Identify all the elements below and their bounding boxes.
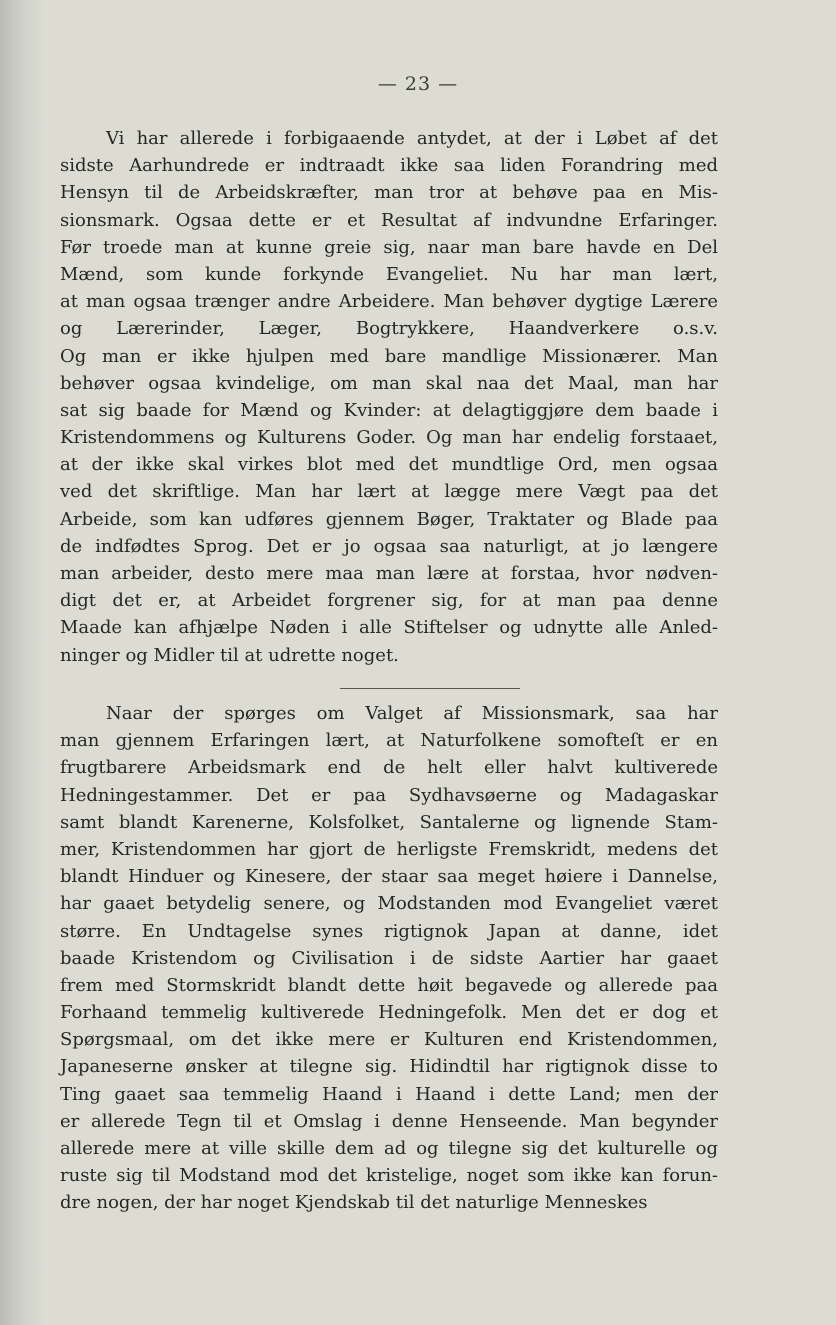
- text-line: har gaaet betydelig senere, og Modstanden mod Evangeliet været: [60, 893, 718, 915]
- text-line: Mænd, som kunde forkynde Evangeliet. Nu har man lært,: [60, 263, 718, 285]
- text-line: Hedningestammer. Det er paa Sydhavsøerne og Madagaskar: [60, 784, 718, 806]
- text-line: man arbeider, desto mere maa man lære at forstaa, hvor nødven-: [60, 563, 718, 584]
- text-line: og Lærerinder, Læger, Bogtrykkere, Haandverkere o.s.v.: [60, 318, 718, 340]
- text-line: er allerede Tegn til et Omslag i denne Henseende. Man begynder: [60, 1110, 718, 1132]
- text-line: blandt Hinduer og Kinesere, der staar saa meget høiere i Dannelse,: [60, 866, 718, 888]
- text-line: Vi har allerede i forbigaaende antydet, at der i Løbet af det: [106, 128, 718, 149]
- section-divider: [340, 688, 520, 689]
- page-number: — 23 —: [377, 73, 459, 95]
- text-line: baade Kristendom og Civilisation i de sidste Aartier har gaaet: [60, 947, 718, 969]
- text-line: sionsmark. Ogsaa dette er et Resultat af indvundne Erfaringer.: [60, 209, 718, 231]
- text-line: dre nogen, der har noget Kjendskab til det naturlige Menneskes: [60, 1192, 648, 1214]
- text-line: man gjennem Erfaringen lært, at Naturfolkene somofteſt er en: [60, 730, 718, 752]
- text-line: Før troede man at kunne greie sig, naar man bare havde en Del: [60, 236, 718, 258]
- text-line: Arbeide, som kan udføres gjennem Bøger, Traktater og Blade paa: [60, 508, 718, 530]
- text-line: Japaneserne ønsker at tilegne sig. Hidindtil har rigtignok disse to: [60, 1056, 718, 1078]
- paragraph-1: [60, 125, 718, 669]
- text-line: sidste Aarhundrede er indtraadt ikke saa liden Forandring med: [60, 155, 718, 177]
- text-line: Kristendommens og Kulturens Goder. Og man har endelig forstaaet,: [60, 427, 718, 449]
- text-line: samt blandt Karenerne, Kolsfolket, Santalerne og lignende Stam-: [60, 811, 718, 833]
- text-line: allerede mere at ville skille dem ad og tilegne sig det kulturelle og: [60, 1138, 718, 1159]
- text-line: at der ikke skal virkes blot med det mundtlige Ord, men ogsaa: [60, 454, 718, 476]
- text-line: digt det er, at Arbeidet forgrener sig, for at man paa denne: [60, 590, 718, 612]
- text-line: større. En Undtagelse synes rigtignok Japan at danne, idet: [60, 920, 718, 942]
- text-line: ruste sig til Modstand mod det kristelige, noget som ikke kan forun-: [60, 1165, 718, 1187]
- paragraph-2: [60, 700, 718, 1217]
- text-line: Forhaand temmelig kultiverede Hedningefolk. Men det er dog et: [60, 1002, 718, 1024]
- text-line: Naar der spørges om Valget af Missionsmark, saa har: [106, 703, 718, 724]
- text-line: Spørgsmaal, om det ikke mere er Kulturen end Kristendommen,: [60, 1029, 718, 1051]
- text-line: Maade kan afhjælpe Nøden i alle Stiftelser og udnytte alle Anled-: [60, 617, 718, 639]
- text-line: frem med Stormskridt blandt dette høit begavede og allerede paa: [60, 974, 718, 996]
- text-line: behøver ogsaa kvindelige, om man skal naa det Maal, man har: [60, 372, 718, 394]
- text-line: frugtbarere Arbeidsmark end de helt eller halvt kultiverede: [60, 757, 718, 779]
- text-line: Ting gaaet saa temmelig Haand i Haand i dette Land; men der: [60, 1083, 718, 1105]
- text-line: Hensyn til de Arbeidskræfter, man tror at behøve paa en Mis-: [60, 182, 718, 204]
- text-line: ninger og Midler til at udrette noget.: [60, 644, 399, 666]
- text-line: ved det skriftlige. Man har lært at lægge mere Vægt paa det: [60, 481, 718, 503]
- text-line: sat sig baade for Mænd og Kvinder: at delagtiggjøre dem baade i: [60, 399, 718, 421]
- text-line: mer, Kristendommen har gjort de herligste Fremskridt, medens det: [60, 838, 718, 860]
- text-line: at man ogsaa trænger andre Arbeidere. Man behøver dygtige Lærere: [60, 291, 718, 313]
- text-line: de indfødtes Sprog. Det er jo ogsaa saa naturligt, at jo længere: [60, 535, 718, 557]
- text-line: Og man er ikke hjulpen med bare mandlige Missionærer. Man: [60, 345, 718, 367]
